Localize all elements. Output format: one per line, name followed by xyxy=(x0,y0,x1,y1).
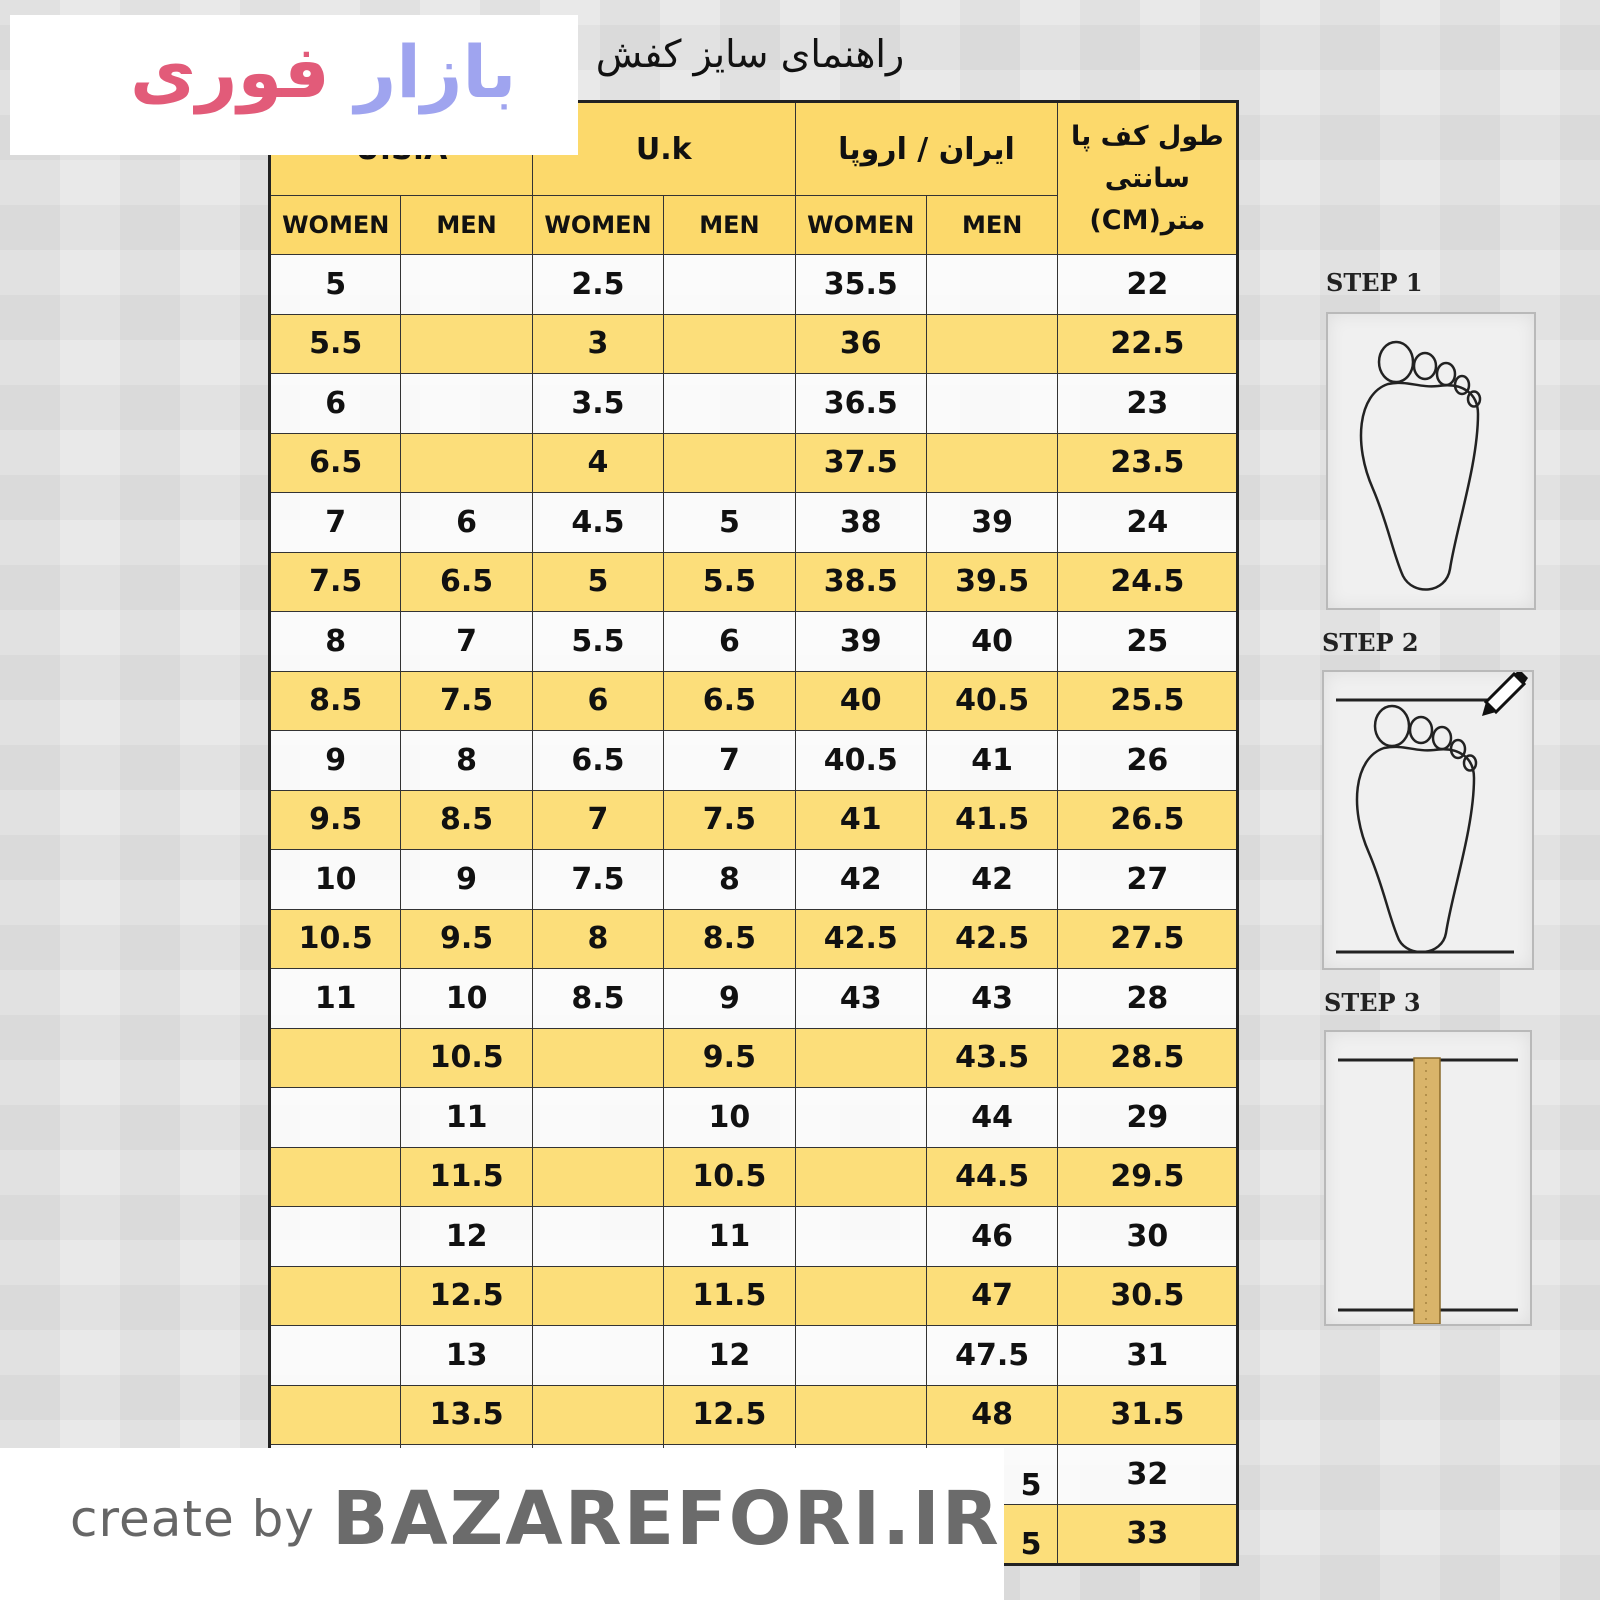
foot-length-cm-cell: 32 xyxy=(1058,1445,1238,1505)
eu-men-cell: 40 xyxy=(926,612,1057,672)
eu-men-cell: 41.5 xyxy=(926,790,1057,850)
usa-men-cell: 13.5 xyxy=(401,1385,532,1445)
eu-men-cell: 39 xyxy=(926,493,1057,553)
step-3-card xyxy=(1324,1030,1532,1326)
eu-women-cell: 37.5 xyxy=(795,433,926,493)
foot-length-cm-cell: 29 xyxy=(1058,1088,1238,1148)
uk-women-cell: 8.5 xyxy=(532,969,663,1029)
foot-length-cm-cell: 26 xyxy=(1058,731,1238,791)
foot-trace-icon xyxy=(1324,672,1532,968)
usa-women-cell: 8.5 xyxy=(270,671,401,731)
uk-women-cell xyxy=(532,1207,663,1267)
usa-women-cell xyxy=(270,1385,401,1445)
eu-men-cell: 44 xyxy=(926,1088,1057,1148)
eu-women-cell: 35.5 xyxy=(795,255,926,315)
usa-women-cell xyxy=(270,1147,401,1207)
eu-men-cell xyxy=(926,433,1057,493)
foot-length-cm-cell: 24 xyxy=(1058,493,1238,553)
eu-men-cell: 43 xyxy=(926,969,1057,1029)
uk-women-cell: 7 xyxy=(532,790,663,850)
usa-women-cell: 10.5 xyxy=(270,909,401,969)
foot-length-cm-cell: 23 xyxy=(1058,374,1238,434)
usa-women-cell: 7 xyxy=(270,493,401,553)
foot-length-cm-cell: 27.5 xyxy=(1058,909,1238,969)
eu-men-cell: 47 xyxy=(926,1266,1057,1326)
usa-men-cell: 9.5 xyxy=(401,909,532,969)
foot-length-cm-cell: 27 xyxy=(1058,850,1238,910)
eu-men-cell: 48 xyxy=(926,1385,1057,1445)
eu-women-cell: 36 xyxy=(795,314,926,374)
usa-women-cell: 9.5 xyxy=(270,790,401,850)
uk-women-cell: 6.5 xyxy=(532,731,663,791)
uk-women-header: WOMEN xyxy=(532,196,663,255)
eu-women-cell xyxy=(795,1207,926,1267)
eu-men-cell: 42 xyxy=(926,850,1057,910)
usa-women-cell xyxy=(270,1266,401,1326)
eu-women-cell: 38 xyxy=(795,493,926,553)
logo-word-fori: فوری xyxy=(130,30,330,114)
eu-men-cell: 42.5 xyxy=(926,909,1057,969)
usa-women-cell: 9 xyxy=(270,731,401,791)
usa-men-cell: 8.5 xyxy=(401,790,532,850)
eu-men-cell: 39.5 xyxy=(926,552,1057,612)
step-2-label: STEP 2 xyxy=(1322,628,1419,657)
uk-men-cell: 12.5 xyxy=(664,1385,795,1445)
uk-women-cell: 4 xyxy=(532,433,663,493)
usa-women-cell xyxy=(270,1326,401,1386)
table-row xyxy=(270,493,1238,553)
size-table-body xyxy=(270,255,1238,1565)
usa-women-cell: 10 xyxy=(270,850,401,910)
usa-men-cell xyxy=(401,374,532,434)
eu-men-cell: 44.5 xyxy=(926,1147,1057,1207)
foot-length-header xyxy=(1058,102,1238,255)
table-row xyxy=(270,552,1238,612)
foot-length-cm-cell: 31.5 xyxy=(1058,1385,1238,1445)
uk-men-cell: 5.5 xyxy=(664,552,795,612)
usa-women-cell: 11 xyxy=(270,969,401,1029)
eu-women-cell: 36.5 xyxy=(795,374,926,434)
uk-women-cell: 6 xyxy=(532,671,663,731)
uk-men-cell: 12 xyxy=(664,1326,795,1386)
eu-men-cell: 46 xyxy=(926,1207,1057,1267)
uk-men-cell: 9 xyxy=(664,969,795,1029)
usa-men-cell: 11 xyxy=(401,1088,532,1148)
table-row xyxy=(270,790,1238,850)
table-row xyxy=(270,1088,1238,1148)
eu-women-cell xyxy=(795,1266,926,1326)
uk-men-cell: 11 xyxy=(664,1207,795,1267)
usa-men-header: MEN xyxy=(401,196,532,255)
ruler-measure-icon xyxy=(1326,1032,1530,1324)
table-row xyxy=(270,1385,1238,1445)
usa-men-cell: 10.5 xyxy=(401,1028,532,1088)
foot-length-cm-cell: 30.5 xyxy=(1058,1266,1238,1326)
foot-length-cm-cell: 25.5 xyxy=(1058,671,1238,731)
table-row xyxy=(270,969,1238,1029)
foot-length-cm-cell: 25 xyxy=(1058,612,1238,672)
table-row xyxy=(270,909,1238,969)
usa-men-cell: 10 xyxy=(401,969,532,1029)
foot-outline-icon xyxy=(1328,314,1534,608)
table-row xyxy=(270,612,1238,672)
row-21-eu-men-cell: 5 xyxy=(1020,1468,1042,1503)
table-row xyxy=(270,314,1238,374)
eu-men-cell xyxy=(926,314,1057,374)
foot-length-cm-cell: 30 xyxy=(1058,1207,1238,1267)
usa-women-cell xyxy=(270,1028,401,1088)
eu-women-cell: 39 xyxy=(795,612,926,672)
table-row xyxy=(270,1266,1238,1326)
eu-women-cell xyxy=(795,1088,926,1148)
eu-women-cell: 38.5 xyxy=(795,552,926,612)
foot-length-cm-cell: 29.5 xyxy=(1058,1147,1238,1207)
foot-length-cm-cell: 22 xyxy=(1058,255,1238,315)
eu-women-cell: 42 xyxy=(795,850,926,910)
eu-women-cell: 40.5 xyxy=(795,731,926,791)
uk-men-cell: 7 xyxy=(664,731,795,791)
usa-women-cell: 5.5 xyxy=(270,314,401,374)
usa-men-cell xyxy=(401,314,532,374)
usa-women-cell: 7.5 xyxy=(270,552,401,612)
table-row xyxy=(270,374,1238,434)
uk-women-cell: 2.5 xyxy=(532,255,663,315)
step-1-label: STEP 1 xyxy=(1326,268,1423,297)
foot-length-cm-cell: 22.5 xyxy=(1058,314,1238,374)
foot-length-cm-cell: 23.5 xyxy=(1058,433,1238,493)
usa-men-cell: 12.5 xyxy=(401,1266,532,1326)
usa-men-cell: 6.5 xyxy=(401,552,532,612)
uk-men-cell xyxy=(664,255,795,315)
eu-women-cell: 43 xyxy=(795,969,926,1029)
table-row xyxy=(270,850,1238,910)
eu-men-cell xyxy=(926,255,1057,315)
usa-men-cell: 8 xyxy=(401,731,532,791)
uk-men-cell: 5 xyxy=(664,493,795,553)
uk-men-cell: 8.5 xyxy=(664,909,795,969)
uk-men-cell: 11.5 xyxy=(664,1266,795,1326)
foot-length-header-line2: سانتی متر(CM) xyxy=(1089,162,1206,236)
eu-women-cell: 40 xyxy=(795,671,926,731)
foot-length-cm-cell: 31 xyxy=(1058,1326,1238,1386)
foot-length-header-line1: طول کف پا xyxy=(1071,120,1224,152)
table-row xyxy=(270,1207,1238,1267)
uk-men-cell xyxy=(664,314,795,374)
foot-length-cm-cell: 24.5 xyxy=(1058,552,1238,612)
usa-men-cell: 12 xyxy=(401,1207,532,1267)
usa-men-cell: 7 xyxy=(401,612,532,672)
uk-men-cell: 6 xyxy=(664,612,795,672)
table-row xyxy=(270,1147,1238,1207)
eu-men-cell: 41 xyxy=(926,731,1057,791)
eu-men-cell xyxy=(926,374,1057,434)
usa-women-cell xyxy=(270,1088,401,1148)
eu-men-header: MEN xyxy=(926,196,1057,255)
step-1-card xyxy=(1326,312,1536,610)
foot-length-cm-cell: 33 xyxy=(1058,1504,1238,1565)
foot-length-cm-cell: 28 xyxy=(1058,969,1238,1029)
uk-women-cell xyxy=(532,1088,663,1148)
uk-men-cell: 10 xyxy=(664,1088,795,1148)
foot-length-cm-cell: 26.5 xyxy=(1058,790,1238,850)
uk-women-cell xyxy=(532,1266,663,1326)
table-row xyxy=(270,255,1238,315)
uk-men-cell: 7.5 xyxy=(664,790,795,850)
uk-women-cell xyxy=(532,1147,663,1207)
eu-women-cell xyxy=(795,1028,926,1088)
table-row xyxy=(270,433,1238,493)
usa-men-cell: 11.5 xyxy=(401,1147,532,1207)
usa-women-cell: 6 xyxy=(270,374,401,434)
usa-women-cell: 6.5 xyxy=(270,433,401,493)
uk-women-cell: 7.5 xyxy=(532,850,663,910)
uk-women-cell: 4.5 xyxy=(532,493,663,553)
step-3-label: STEP 3 xyxy=(1324,988,1421,1017)
uk-women-cell: 5.5 xyxy=(532,612,663,672)
group-header-iran-europe: ایران / اروپا xyxy=(795,102,1058,196)
brand-logo xyxy=(130,30,516,114)
uk-women-cell: 3.5 xyxy=(532,374,663,434)
eu-women-cell xyxy=(795,1147,926,1207)
eu-men-cell: 43.5 xyxy=(926,1028,1057,1088)
usa-men-cell: 6 xyxy=(401,493,532,553)
uk-men-cell: 10.5 xyxy=(664,1147,795,1207)
eu-women-header: WOMEN xyxy=(795,196,926,255)
shoe-size-table xyxy=(268,100,1239,1566)
page-title: راهنمای سایز کفش xyxy=(595,32,905,76)
row-22-eu-men-cell: 5 xyxy=(1020,1527,1042,1562)
table-row xyxy=(270,1028,1238,1088)
uk-men-cell: 9.5 xyxy=(664,1028,795,1088)
usa-men-cell xyxy=(401,255,532,315)
table-row xyxy=(270,731,1238,791)
usa-women-cell: 8 xyxy=(270,612,401,672)
uk-men-header: MEN xyxy=(664,196,795,255)
uk-men-cell: 6.5 xyxy=(664,671,795,731)
table-row xyxy=(270,1326,1238,1386)
uk-men-cell xyxy=(664,433,795,493)
uk-men-cell xyxy=(664,374,795,434)
credit-site: BAZAREFORI.IR xyxy=(332,1476,1001,1562)
uk-women-cell: 3 xyxy=(532,314,663,374)
eu-men-cell: 47.5 xyxy=(926,1326,1057,1386)
usa-women-cell xyxy=(270,1207,401,1267)
uk-women-cell: 5 xyxy=(532,552,663,612)
pencil-icon xyxy=(1482,672,1528,716)
uk-women-cell xyxy=(532,1028,663,1088)
usa-men-cell: 13 xyxy=(401,1326,532,1386)
uk-women-cell xyxy=(532,1385,663,1445)
foot-length-cm-cell: 28.5 xyxy=(1058,1028,1238,1088)
usa-women-cell: 5 xyxy=(270,255,401,315)
eu-women-cell xyxy=(795,1326,926,1386)
uk-women-cell: 8 xyxy=(532,909,663,969)
usa-men-cell xyxy=(401,433,532,493)
usa-men-cell: 7.5 xyxy=(401,671,532,731)
step-2-card xyxy=(1322,670,1534,970)
credit-label: create by xyxy=(70,1490,315,1548)
usa-men-cell: 9 xyxy=(401,850,532,910)
uk-women-cell xyxy=(532,1326,663,1386)
logo-word-bazar: بازار xyxy=(354,30,517,114)
table-row xyxy=(270,671,1238,731)
uk-men-cell: 8 xyxy=(664,850,795,910)
eu-men-cell: 40.5 xyxy=(926,671,1057,731)
group-header-uk: U.k xyxy=(532,102,795,196)
eu-women-cell: 41 xyxy=(795,790,926,850)
eu-women-cell: 42.5 xyxy=(795,909,926,969)
eu-women-cell xyxy=(795,1385,926,1445)
usa-women-header: WOMEN xyxy=(270,196,401,255)
